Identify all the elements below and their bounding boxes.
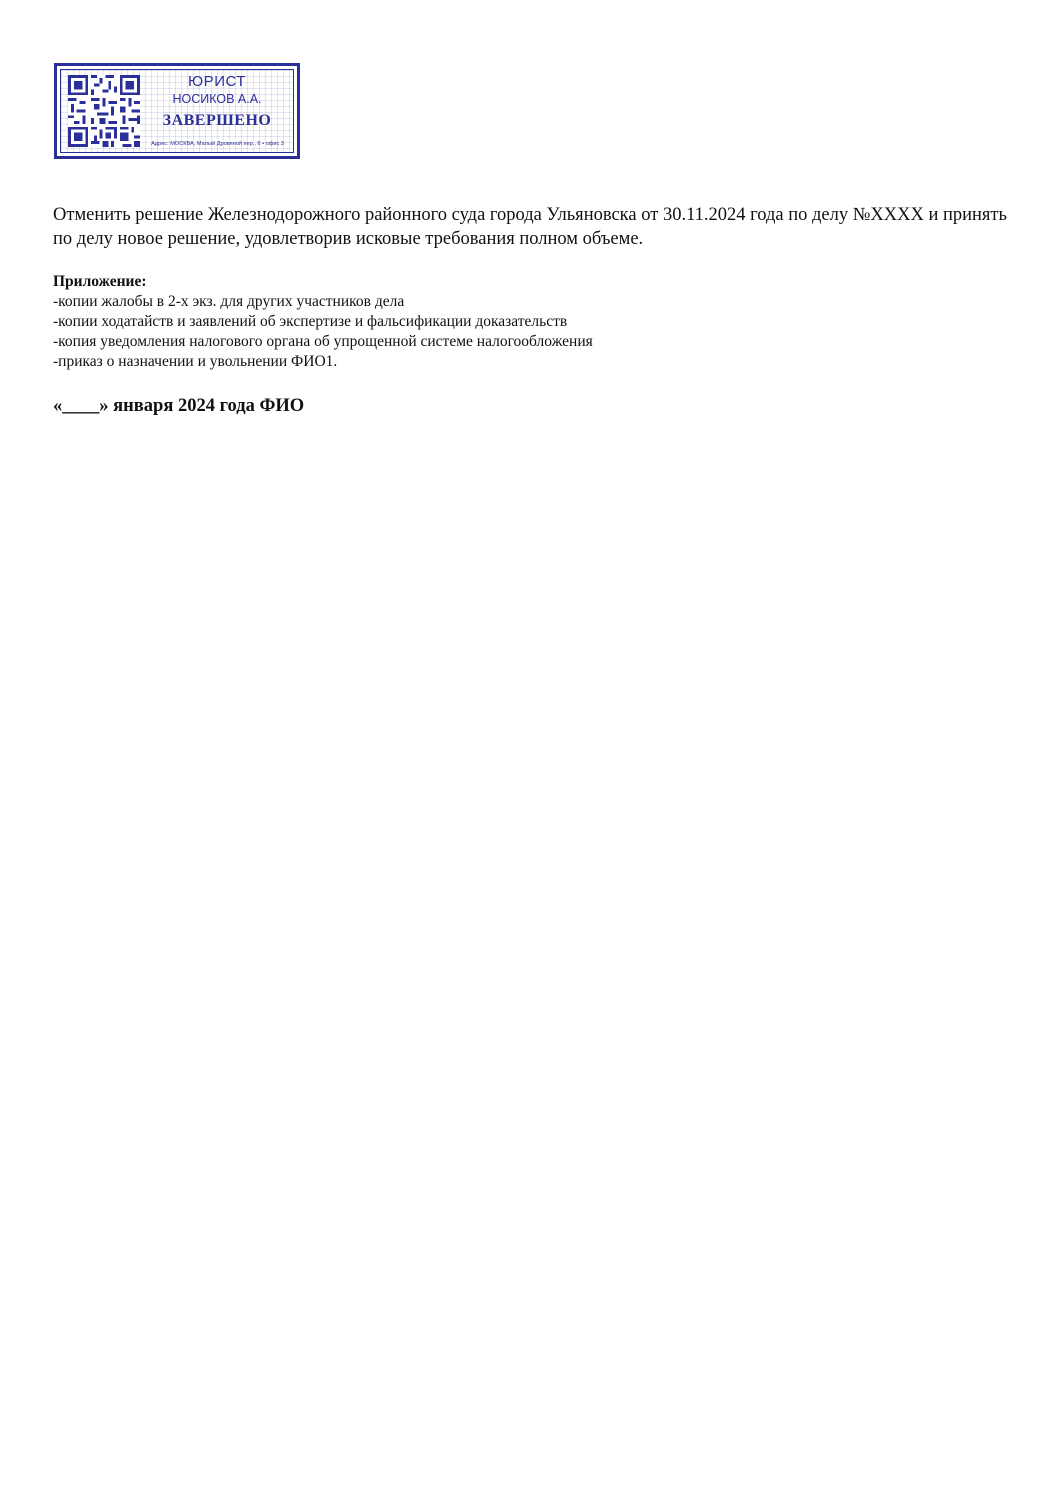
attachments-list — [53, 292, 953, 372]
attachment-item: -копии ходатайств и заявлений об экспертизе и фальсификации доказательств — [53, 313, 568, 330]
attachment-item: -приказ о назначении и увольнении ФИО1. — [53, 353, 338, 370]
attachments-section — [53, 272, 953, 372]
stamp-lawyer-name: НОСИКОВ А.А. — [172, 92, 262, 106]
stamp-status: ЗАВЕРШЕНО — [162, 112, 272, 129]
stamp-address: Адрес: МОСКВА, Малый Дровяной пер., 6 • офис 3 — [151, 141, 284, 147]
request-paragraph: Отменить решение Железнодорожного районного суда города Ульяновска от 30.11.2024 года по делу №XXXX и принять по делу новое решение, удовлетворив исковые требования полном объеме. — [53, 205, 1007, 249]
stamp-inner-frame — [60, 69, 294, 153]
signature-line: «____» января 2024 года ФИО — [53, 396, 305, 416]
attachment-item: -копии жалобы в 2-х экз. для других участников дела — [53, 293, 405, 310]
qr-code-icon — [68, 75, 140, 147]
lawyer-stamp — [54, 63, 300, 159]
attachments-title: Приложение: — [53, 273, 147, 290]
stamp-title: ЮРИСТ — [188, 73, 246, 90]
attachment-item: -копия уведомления налогового органа об упрощенной системе налогообложения — [53, 333, 593, 350]
